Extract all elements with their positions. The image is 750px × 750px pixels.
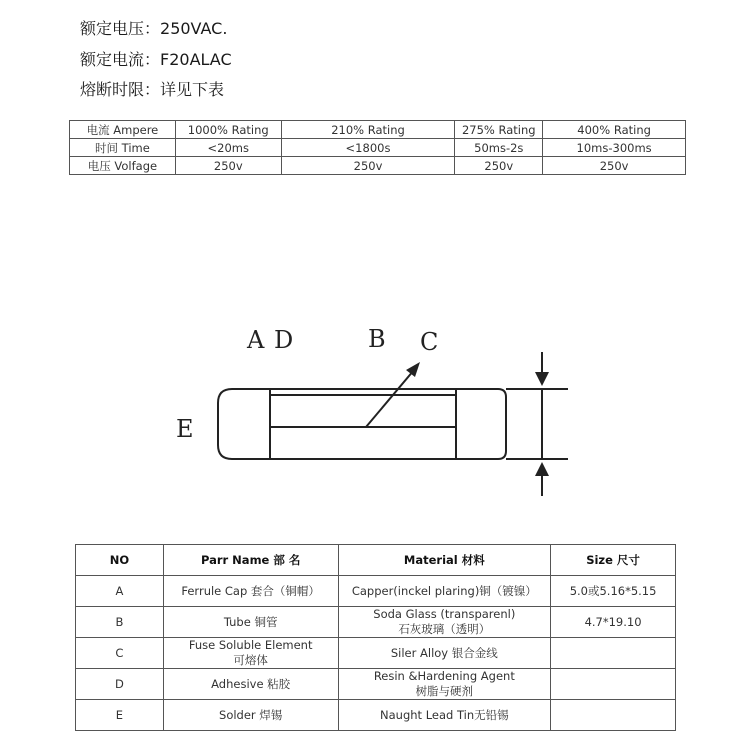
part-material-line: 石灰玻璃（透明）	[398, 622, 491, 636]
rating-cell: 10ms-300ms	[543, 139, 686, 157]
spec-value: F20ALAC	[160, 50, 232, 69]
header-no: NO	[76, 545, 164, 576]
part-name-line: Fuse Soluble Element	[188, 638, 313, 652]
table-row	[76, 669, 676, 700]
spec-rated-current	[80, 50, 232, 70]
rating-row-label: 电流 Ampere	[70, 121, 176, 139]
part-name-line: Solder 焊锡	[219, 707, 283, 722]
header-material: Material 材料	[338, 545, 551, 576]
rating-row-label: 电压 Volfage	[70, 157, 176, 175]
spec-fusing-time	[80, 80, 224, 100]
part-material-line: Resin &Hardening Agent	[373, 669, 515, 683]
rating-cell: 250v	[543, 157, 686, 175]
spec-rated-voltage	[80, 19, 227, 39]
rating-cell: 250v	[175, 157, 281, 175]
spec-value: 250VAC.	[160, 19, 228, 38]
pointer-arrow-head	[406, 362, 420, 377]
part-size	[551, 638, 676, 669]
part-name-line: Ferrule Cap 套合（铜帽）	[181, 583, 320, 598]
table-row	[76, 607, 676, 638]
rating-cell: 1000% Rating	[175, 121, 281, 139]
part-size	[551, 669, 676, 700]
part-material-line: Soda Glass (transparenl)	[373, 607, 516, 621]
part-size	[551, 700, 676, 731]
part-name	[163, 607, 338, 638]
rating-cell: 250v	[281, 157, 455, 175]
header-size: Size 尺寸	[551, 545, 676, 576]
part-no: E	[76, 700, 164, 731]
spec-label: 熔断时限：	[80, 80, 161, 99]
rating-cell: 50ms-2s	[455, 139, 543, 157]
label-c: C	[420, 328, 439, 356]
part-material-line: 树脂与硬剂	[415, 684, 474, 698]
part-name-line: Adhesive 粘胶	[211, 676, 291, 691]
rating-cell: 210% Rating	[281, 121, 455, 139]
part-material	[338, 700, 551, 731]
rating-row-label: 时间 Time	[70, 139, 176, 157]
spec-label: 额定电压：	[80, 19, 161, 38]
table-row	[76, 638, 676, 669]
rating-cell: <1800s	[281, 139, 455, 157]
part-name-line: 可熔体	[233, 653, 268, 667]
parts-header-row	[76, 545, 676, 576]
spec-value: 详见下表	[160, 80, 225, 99]
rating-cell: 250v	[455, 157, 543, 175]
part-size: 4.7*19.10	[551, 607, 676, 638]
rating-row	[70, 139, 686, 157]
part-material-line: Naught Lead Tin无铅锡	[380, 707, 509, 722]
label-e: E	[176, 415, 194, 443]
rating-cell: 275% Rating	[455, 121, 543, 139]
rating-table	[69, 120, 686, 175]
part-material	[338, 638, 551, 669]
label-d: D	[274, 326, 294, 354]
part-material	[338, 607, 551, 638]
part-no: C	[76, 638, 164, 669]
part-no: D	[76, 669, 164, 700]
dimension-arrow-bottom-head	[535, 462, 549, 476]
table-row	[76, 700, 676, 731]
rating-cell: 400% Rating	[543, 121, 686, 139]
spec-label: 额定电流：	[80, 50, 161, 69]
part-name-line: Tube 铜管	[223, 614, 278, 629]
header-part-name: Parr Name 部 名	[163, 545, 338, 576]
part-name	[163, 638, 338, 669]
pointer-arrow-shaft	[366, 370, 414, 427]
part-name	[163, 576, 338, 607]
rating-cell: <20ms	[175, 139, 281, 157]
fuse-outer-body	[218, 389, 506, 459]
part-material-line: Siler Alloy 银合金线	[390, 645, 498, 660]
part-material	[338, 576, 551, 607]
dimension-arrow-top-head	[535, 372, 549, 386]
part-size: 5.0或5.16*5.15	[551, 576, 676, 607]
table-row	[76, 576, 676, 607]
part-no: A	[76, 576, 164, 607]
label-a: A	[247, 326, 265, 354]
part-name	[163, 669, 338, 700]
part-name	[163, 700, 338, 731]
parts-table	[75, 544, 676, 731]
part-material	[338, 669, 551, 700]
part-material-line: Capper(inckel plaring)铜（镀镍）	[351, 583, 537, 598]
rating-row	[70, 121, 686, 139]
label-b: B	[368, 325, 386, 353]
part-no: B	[76, 607, 164, 638]
rating-row	[70, 157, 686, 175]
fuse-diagram	[0, 300, 750, 540]
